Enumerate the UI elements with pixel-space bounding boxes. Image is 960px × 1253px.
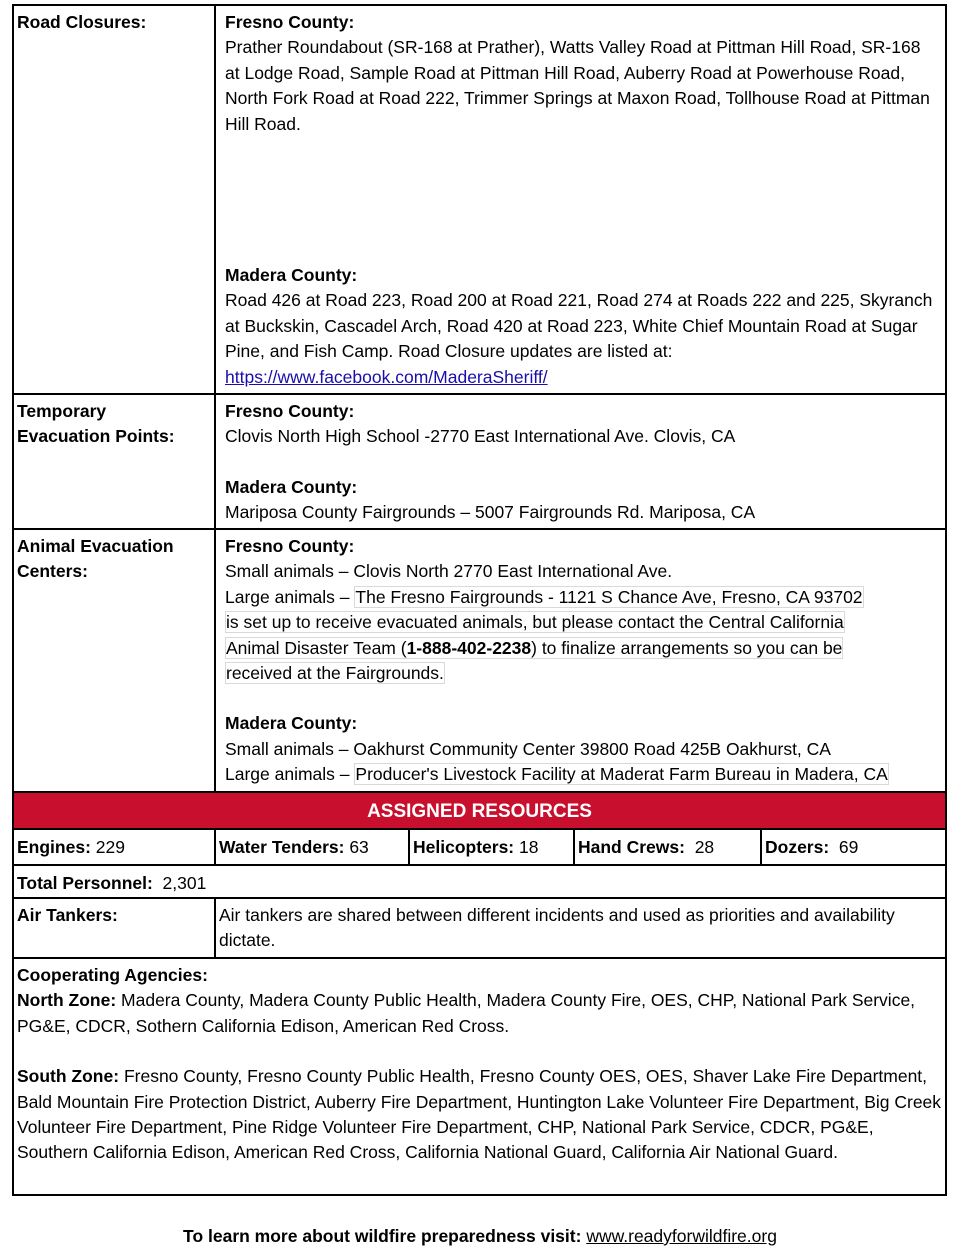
- text-fragment: Animal Disaster Team (: [226, 637, 407, 658]
- madera-heading: Madera County:: [225, 713, 358, 734]
- madera-heading: Madera County:: [225, 265, 358, 286]
- cooperating-agencies-heading: Cooperating Agencies:: [17, 965, 208, 985]
- air-tankers-row: [12, 899, 947, 959]
- resources-row: [12, 830, 947, 866]
- large-animals-prefix: Large animals –: [225, 764, 355, 785]
- large-animals-text: is set up to receive evacuated animals, but please contact the Central California: [226, 612, 844, 633]
- large-animals-text: received at the Fairgrounds.: [226, 663, 444, 684]
- hand-crews-cell: [575, 830, 762, 864]
- fresno-evacuation-text: Clovis North High School -2770 East International Ave. Clovis, CA: [225, 426, 736, 447]
- fresno-large-animals-line-2: [225, 610, 937, 635]
- south-zone-label: South Zone:: [17, 1066, 120, 1087]
- madera-large-animals: [225, 762, 937, 787]
- animal-centers-content: [216, 530, 945, 792]
- evacuation-points-content: [216, 395, 945, 530]
- helicopters-cell: [410, 830, 575, 864]
- large-animals-text: [225, 637, 843, 659]
- hand-crews-value: 28: [694, 837, 715, 857]
- text-fragment: ) to finalize arrangements so you can be: [531, 637, 843, 658]
- large-animals-prefix: Large animals –: [225, 586, 355, 607]
- road-closures-label: Road Closures:: [14, 6, 216, 393]
- fresno-large-animals-line-1: [225, 585, 937, 610]
- madera-road-closures-text: Road 426 at Road 223, Road 200 at Road 221, Road 274 at Roads 222 and 225, Skyranch at Buckskin, Cascadel Arch, Road 420 at Road 223, White Chief Mountain Road at Sugar Pine, and Fish Camp. Road Closure updates are listed at:: [225, 290, 933, 362]
- fairgrounds-address: The Fresno Fairgrounds - 1121 S Chance Ave, Fresno, CA 93702: [355, 586, 863, 607]
- livestock-facility-text: Producer's Livestock Facility at Maderat Farm Bureau in Madera, CA: [355, 764, 888, 785]
- evacuation-points-label: [14, 395, 216, 528]
- evacuation-label-line-1: Temporary: [17, 401, 107, 421]
- total-personnel-value: 2,301: [162, 873, 207, 893]
- helicopters-label: Helicopters:: [413, 837, 515, 857]
- info-table: [12, 4, 947, 1196]
- madera-sheriff-facebook-link[interactable]: https://www.facebook.com/MaderaSheriff/: [225, 366, 548, 387]
- fresno-large-animals-line-4: [225, 661, 937, 686]
- madera-evacuation-text: Mariposa County Fairgrounds – 5007 Fairgrounds Rd. Mariposa, CA: [225, 502, 756, 523]
- total-personnel-row: [12, 866, 947, 899]
- fresno-heading: Fresno County:: [225, 536, 355, 556]
- fresno-small-animals: Small animals – Clovis North 2770 East International Ave.: [225, 561, 673, 582]
- water-tenders-label: Water Tenders:: [219, 837, 345, 857]
- road-closures-row: [12, 4, 947, 395]
- south-zone-agencies: Fresno County, Fresno County Public Health, Fresno County OES, OES, Shaver Lake Fire Department, Bald Mountain Fire Protection District, Auberry Fire Department, Huntington Lake Volunteer Fire Department, Big Creek Volunteer Fire Department, Pine Ridge Volunteer Fire Department, CHP, National Park Service, CDCR, PG&E, Southern California Edison, American Red Cross, California National Guard, California Air National Guard.: [17, 1066, 942, 1163]
- fresno-road-closures-text: Prather Roundabout (SR-168 at Prather), Watts Valley Road at Pittman Hill Road, SR-168 at Lodge Road, Sample Road at Pittman Hill Road, Auberry Road at Powerhouse Road, North Fork Road at Road 222, Trimmer Springs at Maxon Road, Tollhouse Road at Pittman Hill Road.: [225, 37, 930, 134]
- air-tankers-label: Air Tankers:: [14, 899, 216, 957]
- cooperating-agencies-row: [12, 959, 947, 1196]
- dozers-label: Dozers:: [765, 837, 830, 857]
- hand-crews-label: Hand Crews:: [578, 837, 685, 857]
- south-zone-text: [17, 1064, 942, 1166]
- water-tenders-cell: [216, 830, 410, 864]
- animal-label-line-2: Centers:: [17, 561, 88, 582]
- assigned-resources-banner: ASSIGNED RESOURCES: [12, 793, 947, 830]
- helicopters-value: 18: [519, 837, 539, 857]
- madera-small-animals: Small animals – Oakhurst Community Center 39800 Road 425B Oakhurst, CA: [225, 738, 831, 759]
- engines-value: 229: [95, 837, 125, 857]
- dozers-value: 69: [838, 837, 859, 857]
- engines-label: Engines:: [17, 837, 91, 857]
- madera-heading: Madera County:: [225, 476, 358, 497]
- fresno-heading: Fresno County:: [225, 12, 355, 32]
- dozers-cell: [762, 830, 945, 864]
- road-closures-content: [216, 6, 945, 394]
- engines-cell: [14, 830, 216, 864]
- north-zone-label: North Zone:: [17, 990, 117, 1011]
- footer-prefix: To learn more about wildfire preparedness visit:: [183, 1226, 582, 1246]
- fresno-heading: Fresno County:: [225, 401, 355, 421]
- water-tenders-value: 63: [349, 837, 369, 857]
- animal-disaster-team-phone: 1-888-402-2238: [406, 637, 532, 658]
- animal-label-line-1: Animal Evacuation: [17, 536, 174, 556]
- animal-centers-label: [14, 530, 216, 791]
- animal-centers-row: [12, 530, 947, 793]
- evacuation-points-row: [12, 395, 947, 530]
- fresno-large-animals-line-3: [225, 636, 937, 661]
- readyforwildfire-link[interactable]: www.readyforwildfire.org: [586, 1226, 777, 1246]
- north-zone-text: [17, 988, 942, 1039]
- total-personnel-label: Total Personnel:: [17, 873, 153, 893]
- air-tankers-content: Air tankers are shared between different incidents and used as priorities and availability dictate.: [219, 905, 895, 951]
- footer: [0, 1224, 960, 1249]
- north-zone-agencies: Madera County, Madera County Public Health, Madera County Fire, OES, CHP, National Park Service, PG&E, CDCR, Sothern California Edison, American Red Cross.: [17, 990, 916, 1036]
- evacuation-label-line-2: Evacuation Points:: [17, 426, 175, 447]
